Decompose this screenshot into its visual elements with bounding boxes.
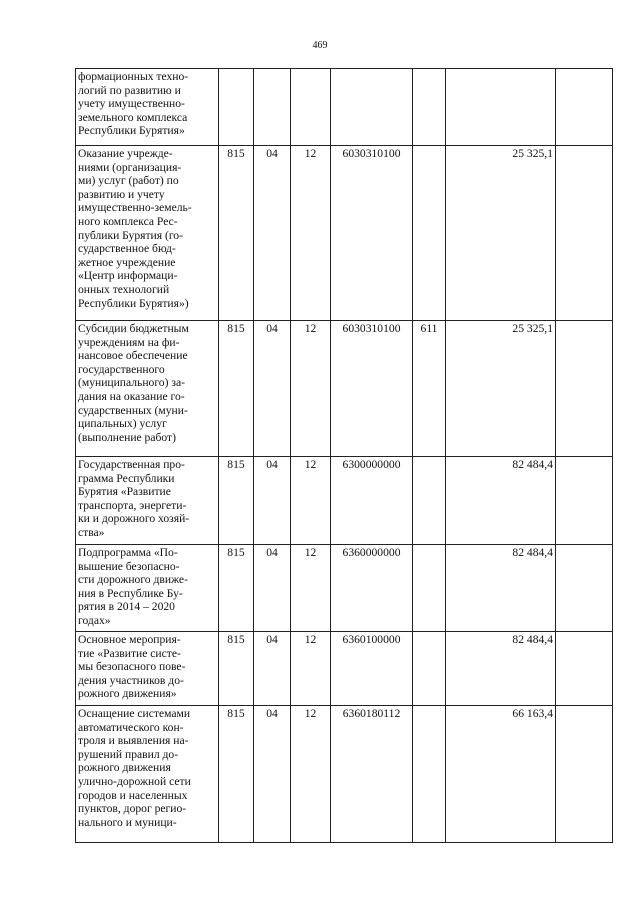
amount: 25 325,1 <box>446 321 556 457</box>
subsection-code: 12 <box>291 706 331 843</box>
amount: 25 325,1 <box>446 146 556 321</box>
section-code <box>254 69 291 146</box>
subsection-code: 12 <box>291 632 331 706</box>
page-number: 469 <box>312 40 328 51</box>
admin-code: 815 <box>219 706 254 843</box>
expense-type-code <box>413 146 446 321</box>
table-row <box>76 545 613 632</box>
subsection-code <box>291 69 331 146</box>
subsection-code: 12 <box>291 146 331 321</box>
target-code: 6030310100 <box>331 146 413 321</box>
target-code: 6360000000 <box>331 545 413 632</box>
table-row <box>76 706 613 843</box>
budget-table <box>75 68 613 843</box>
amount: 82 484,4 <box>446 457 556 545</box>
row-description: Основное мероприя- тие «Развитие систе- мы безопасного пове- дения участников до- рожного движения» <box>76 632 219 706</box>
table-row <box>76 457 613 545</box>
target-code <box>331 69 413 146</box>
target-code: 6360100000 <box>331 632 413 706</box>
target-code: 6300000000 <box>331 457 413 545</box>
table-row <box>76 321 613 457</box>
section-code: 04 <box>254 706 291 843</box>
section-code: 04 <box>254 632 291 706</box>
amount: 66 163,4 <box>446 706 556 843</box>
expense-type-code <box>413 706 446 843</box>
section-code: 04 <box>254 457 291 545</box>
row-description: Оказание учрежде- ниями (организация- ми) услуг (работ) по развитию и учету имущественно-земель- ного комплекса Рес- публики Бурятия (го- сударственное бюд- жетное учреждение «Центр информаци- онных технологий Республики Бурятия») <box>76 146 219 321</box>
target-code: 6360180112 <box>331 706 413 843</box>
empty-cell <box>556 69 613 146</box>
expense-type-code <box>413 632 446 706</box>
empty-cell <box>556 457 613 545</box>
admin-code: 815 <box>219 545 254 632</box>
amount: 82 484,4 <box>446 545 556 632</box>
expense-type-code <box>413 457 446 545</box>
table-row <box>76 69 613 146</box>
empty-cell <box>556 146 613 321</box>
subsection-code: 12 <box>291 321 331 457</box>
section-code: 04 <box>254 146 291 321</box>
admin-code: 815 <box>219 632 254 706</box>
empty-cell <box>556 545 613 632</box>
empty-cell <box>556 321 613 457</box>
admin-code: 815 <box>219 321 254 457</box>
row-description: Государственная про- грамма Республики Бурятия «Развитие транспорта, энергети- ки и дорожного хозяй- ства» <box>76 457 219 545</box>
section-code: 04 <box>254 321 291 457</box>
amount: 82 484,4 <box>446 632 556 706</box>
table-row <box>76 146 613 321</box>
row-description: Оснащение системами автоматического кон- троля и выявления на- рушений правил до- рожного движения улично-дорожной сети городов и населенных пунктов, дорог регио- нального и муници- <box>76 706 219 843</box>
amount <box>446 69 556 146</box>
table-row <box>76 632 613 706</box>
empty-cell <box>556 706 613 843</box>
row-description: Субсидии бюджетным учреждениям на фи- нансовое обеспечение государственного (муниципального) за- дания на оказание го- сударственных (муни- ципальных) услуг (выполнение работ) <box>76 321 219 457</box>
empty-cell <box>556 632 613 706</box>
admin-code <box>219 69 254 146</box>
admin-code: 815 <box>219 146 254 321</box>
section-code: 04 <box>254 545 291 632</box>
target-code: 6030310100 <box>331 321 413 457</box>
expense-type-code <box>413 69 446 146</box>
row-description: формационных техно- логий по развитию и учету имущественно- земельного комплекса Республики Бурятия» <box>76 69 219 146</box>
subsection-code: 12 <box>291 457 331 545</box>
expense-type-code: 611 <box>413 321 446 457</box>
expense-type-code <box>413 545 446 632</box>
row-description: Подпрограмма «По- вышение безопасно- сти дорожного движе- ния в Республике Бу- рятия в 2014 – 2020 годах» <box>76 545 219 632</box>
admin-code: 815 <box>219 457 254 545</box>
subsection-code: 12 <box>291 545 331 632</box>
